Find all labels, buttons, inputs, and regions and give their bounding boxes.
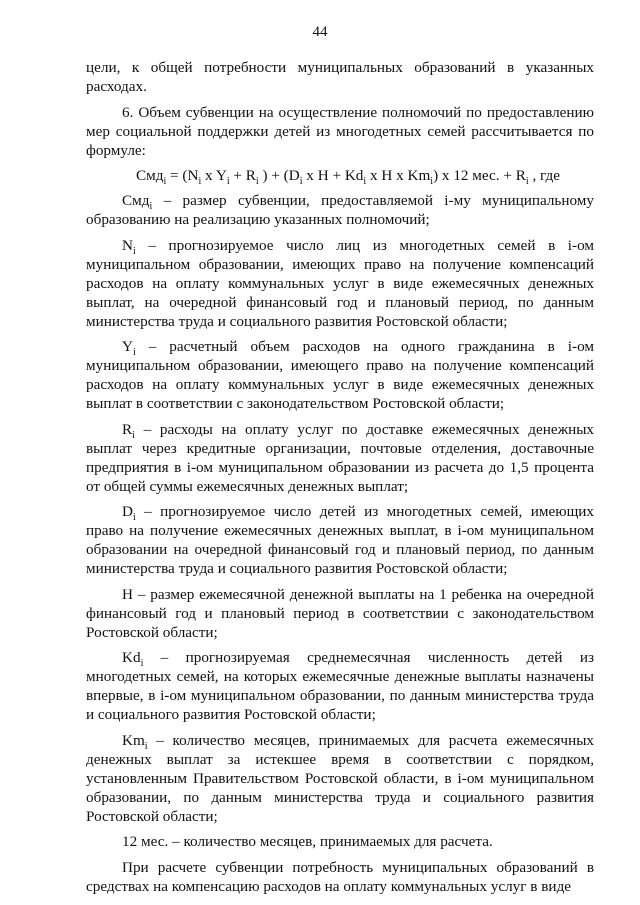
definition-subscript: i <box>132 429 135 441</box>
definition-subscript: i <box>144 740 148 752</box>
formula-part: x H x Km <box>366 167 431 184</box>
definition-text: – прогнозируемая среднемесячная численность детей из многодетных семей, на которых ежемесячные денежные выплаты назначены впервые, в i-ом муниципальном образовании, по данным министерства труда и социального развития Ростовской области; <box>86 649 594 723</box>
definition-item <box>86 648 594 724</box>
definition-text: – количество месяцев, принимаемых для расчета ежемесячных денежных выплат за истекшее время в соответствии с порядком, установленным Правительством Ростовской области, в i-ом муниципальном образовании, по данным министерства труда и социального развития Ростовской области; <box>86 731 594 825</box>
formula-sub: i <box>163 176 167 188</box>
definition-text: – прогнозируемое число лиц из многодетных семей в i-ом муниципальном образовании, имеющих право на получение компенсаций расходов на оплату коммунальных услуг в виде ежемесячных денежных выплат, на очередной финансовый год и плановый период, по данным министерства труда и социального развития Ростовской области; <box>86 236 594 330</box>
definition-symbol: D <box>122 503 133 520</box>
formula-part: = (N <box>166 167 199 184</box>
formula-sub: i <box>198 176 202 188</box>
definition-text: – размер субвенции, предоставляемой i-му муниципальному образованию на реализацию указанных полномочий; <box>86 192 594 228</box>
formula-sub: i <box>255 176 259 188</box>
formula-sub: i <box>525 176 529 188</box>
definition-symbol: Y <box>122 338 133 355</box>
definition-text: – размер ежемесячной денежной выплаты на 1 ребенка на очередной финансовый год и плановый период в соответствии с законодательством Ростовской области; <box>86 585 594 641</box>
definition-item <box>86 191 594 229</box>
definition-item <box>86 420 594 496</box>
definition-subscript: i <box>149 201 153 213</box>
final-paragraph: При расчете субвенции потребность муниципальных образований в средствах на компенсацию расходов на оплату коммунальных услуг в виде <box>86 858 594 895</box>
definition-symbol: Н <box>122 585 133 603</box>
definition-text: – расчетный объем расходов на одного гражданина в i-ом муниципальном образовании, имеющего право на получение компенсаций расходов на оплату коммунальных услуг в виде ежемесячных денежных выплат в соответствии с законодательством Ростовской области; <box>86 338 594 412</box>
definition-symbol: Kd <box>122 649 141 666</box>
formula <box>86 166 594 188</box>
definition-symbol: N <box>122 236 133 254</box>
definition-symbol: R <box>122 420 133 438</box>
formula-sub: i <box>299 176 303 188</box>
formula-sub: i <box>430 176 434 188</box>
formula-lhs: Смд <box>136 167 164 184</box>
definition-subscript: i <box>140 658 144 670</box>
page-number: 44 <box>312 24 328 40</box>
section-6-paragraph: 6. Объем субвенции на осуществление полномочий по предоставлению мер социальной поддержки детей из многодетных семей рассчитывается по формуле: <box>86 103 594 159</box>
formula-part: + R <box>229 167 256 184</box>
formula-sub: i <box>363 176 367 188</box>
intro-continuation: цели, к общей потребности муниципальных образований в указанных расходах. <box>86 59 594 95</box>
definition-subscript: i <box>132 245 136 257</box>
definition-subscript: i <box>132 512 136 524</box>
months-definition: 12 мес. – количество месяцев, принимаемых для расчета. <box>122 833 493 850</box>
definition-item <box>86 731 594 826</box>
definition-item <box>86 236 594 331</box>
formula-part: x Y <box>201 167 227 184</box>
definition-subscript: i <box>132 347 136 359</box>
definition-item <box>86 337 594 413</box>
formula-part: ) x 12 мес. + R <box>433 167 526 184</box>
definition-item <box>86 585 594 642</box>
document-body <box>86 58 594 902</box>
definition-text: – прогнозируемое число детей из многодетных семей, имеющих право на получение ежемесячных денежных выплат, в i-ом муниципальном образовании на очередной финансовый год и плановый период, по данным министерства труда и социального развития Ростовской области; <box>86 503 594 577</box>
formula-part: , где <box>528 167 560 184</box>
definition-symbol: Km <box>122 731 145 749</box>
definition-text: – расходы на оплату услуг по доставке ежемесячных денежных выплат через кредитные организации, почтовые отделения, доставочные предприятия в i-ом муниципальном образовании из расчета до 1,5 процента от общей суммы ежемесячных денежных выплат; <box>86 420 594 495</box>
definition-item <box>86 502 594 578</box>
formula-part: ) + (D <box>258 167 300 184</box>
definition-symbol: Смд <box>122 192 150 209</box>
definitions-list <box>86 191 594 826</box>
formula-part: x H + Kd <box>302 167 364 184</box>
formula-sub: i <box>226 176 230 188</box>
